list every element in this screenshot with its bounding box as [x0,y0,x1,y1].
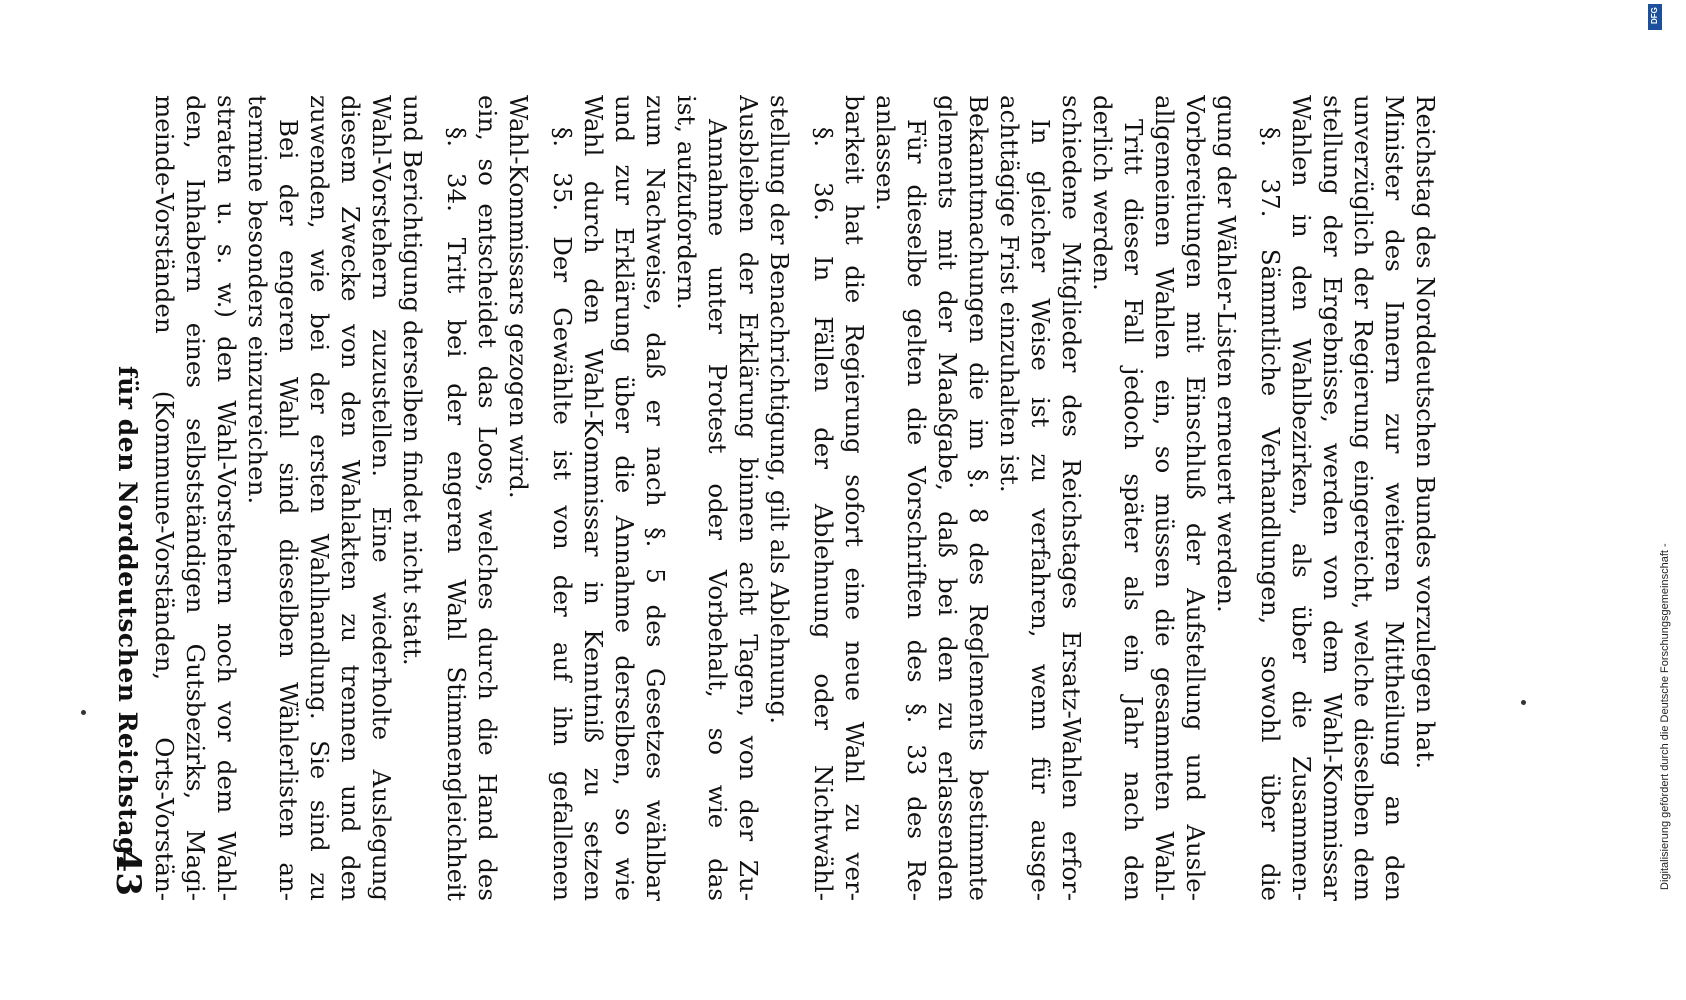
text-line: anlassen. [871,95,900,212]
text-line: ein, so entscheidet das Loos, welches durch die Hand des [473,95,502,901]
text-line: §. 36. In Fällen der Ablehnung oder Nichtwähl- [809,127,838,901]
digitization-credit-text: Digitalisierung gefördert durch die Deutsche Forschungsgemeinschaft - [1659,543,1671,890]
dfg-logo-text: DFG [1650,7,1659,24]
text-line: §. 37. Sämmtliche Verhandlungen, sowohl über die [1256,127,1285,901]
text-line: schiedene Mitglieder des Reichstages Ersatz-Wahlen erfor- [1057,95,1086,901]
text-line: Bekanntmachungen die im §. 8 des Reglements bestimmte [964,95,993,901]
text-line: derlich werden. [1088,95,1117,291]
text-line: Minister des Innern zur weiteren Mittheilung an den [1380,95,1409,901]
text-line: In gleicher Weise ist zu verfahren, wenn für ausge- [1026,119,1055,901]
text-line: und Berichtigung derselben findet nicht statt. [398,95,427,666]
text-line: diesem Zwecke von den Wahlakten zu trennen und den [336,95,365,901]
digitization-credit [1644,0,1684,1000]
text-line: unverzüglich der Regierung eingereicht, welche dieselben dem [1349,95,1378,901]
text-line: den, Inhabern eines selbstständigen Gutsbezirks, Magi- [181,95,210,901]
text-line: Annahme unter Protest oder Vorbehalt, so wie das [703,119,732,901]
page-number: 43 [108,848,148,896]
text-line: Wahl durch den Wahl-Kommissar in Kenntniß zu setzen [579,95,608,901]
text-line: stellung der Benachrichtigung, gilt als Ablehnung. [765,95,794,725]
running-title: für den Norddeutschen Reichstag. [113,366,142,865]
text-line: straten u. s. w.) den Wahl-Vorstehern noch vor dem Wahl- [212,95,241,901]
text-line: Wahl-Kommissars gezogen wird. [504,95,533,499]
text-line: §. 35. Der Gewählte ist von der auf ihn gefallenen [548,127,577,901]
scan-speck [1521,700,1526,705]
text-line: Wahl-Vorstehern zuzustellen. Eine wiederholte Auslegung [367,95,396,901]
text-line: zuwenden, wie bei der ersten Wahlhandlung. Sie sind zu [305,95,334,901]
text-line: Reichstag des Norddeutschen Bundes vorzulegen hat. [1411,95,1440,770]
text-line: Vorbereitungen mit Einschluß der Aufstellung und Ausle- [1181,95,1210,901]
text-line: termine besonders einzureichen. [243,95,272,505]
text-line: Für dieselbe gelten die Vorschriften des §. 33 des Re- [902,119,931,901]
scan-speck [81,710,86,715]
running-head [104,96,148,896]
text-line: meinde-Vorständen (Kommune-Vorständen, Orts-Vorstän- [150,95,179,901]
text-line: glements mit der Maaßgabe, daß bei den zu erlassenden [933,95,962,901]
text-line: stellung der Ergebnisse, werden von dem Wahl-Kommissar [1318,95,1347,901]
text-line: allgemeinen Wahlen ein, so müssen die gesammten Wahl- [1150,95,1179,901]
text-line: ist, aufzufordern. [672,95,701,310]
text-line: achttägige Frist einzuhalten ist. [995,95,1024,493]
text-line: und zur Erklärung über die Annahme derselben, so wie [610,95,639,901]
text-line: Wahlen in den Wahlbezirken, als über die Zusammen- [1287,95,1316,901]
text-line: barkeit hat die Regierung sofort eine neue Wahl zu ver- [840,95,869,901]
text-line: Tritt dieser Fall jedoch später als ein Jahr nach den [1119,119,1148,901]
text-line: gung der Wähler-Listen erneuert werden. [1212,95,1241,613]
text-line: Bei der engeren Wahl sind dieselben Wählerlisten an- [274,119,303,901]
text-line: §. 34. Tritt bei der engeren Wahl Stimmengleichheit [442,127,471,901]
text-line: zum Nachweise, daß er nach §. 5 des Gesetzes wählbar [641,95,670,901]
text-line: Ausbleiben der Erklärung binnen acht Tagen, von der Zu- [734,95,763,901]
dfg-logo [1648,4,1662,30]
